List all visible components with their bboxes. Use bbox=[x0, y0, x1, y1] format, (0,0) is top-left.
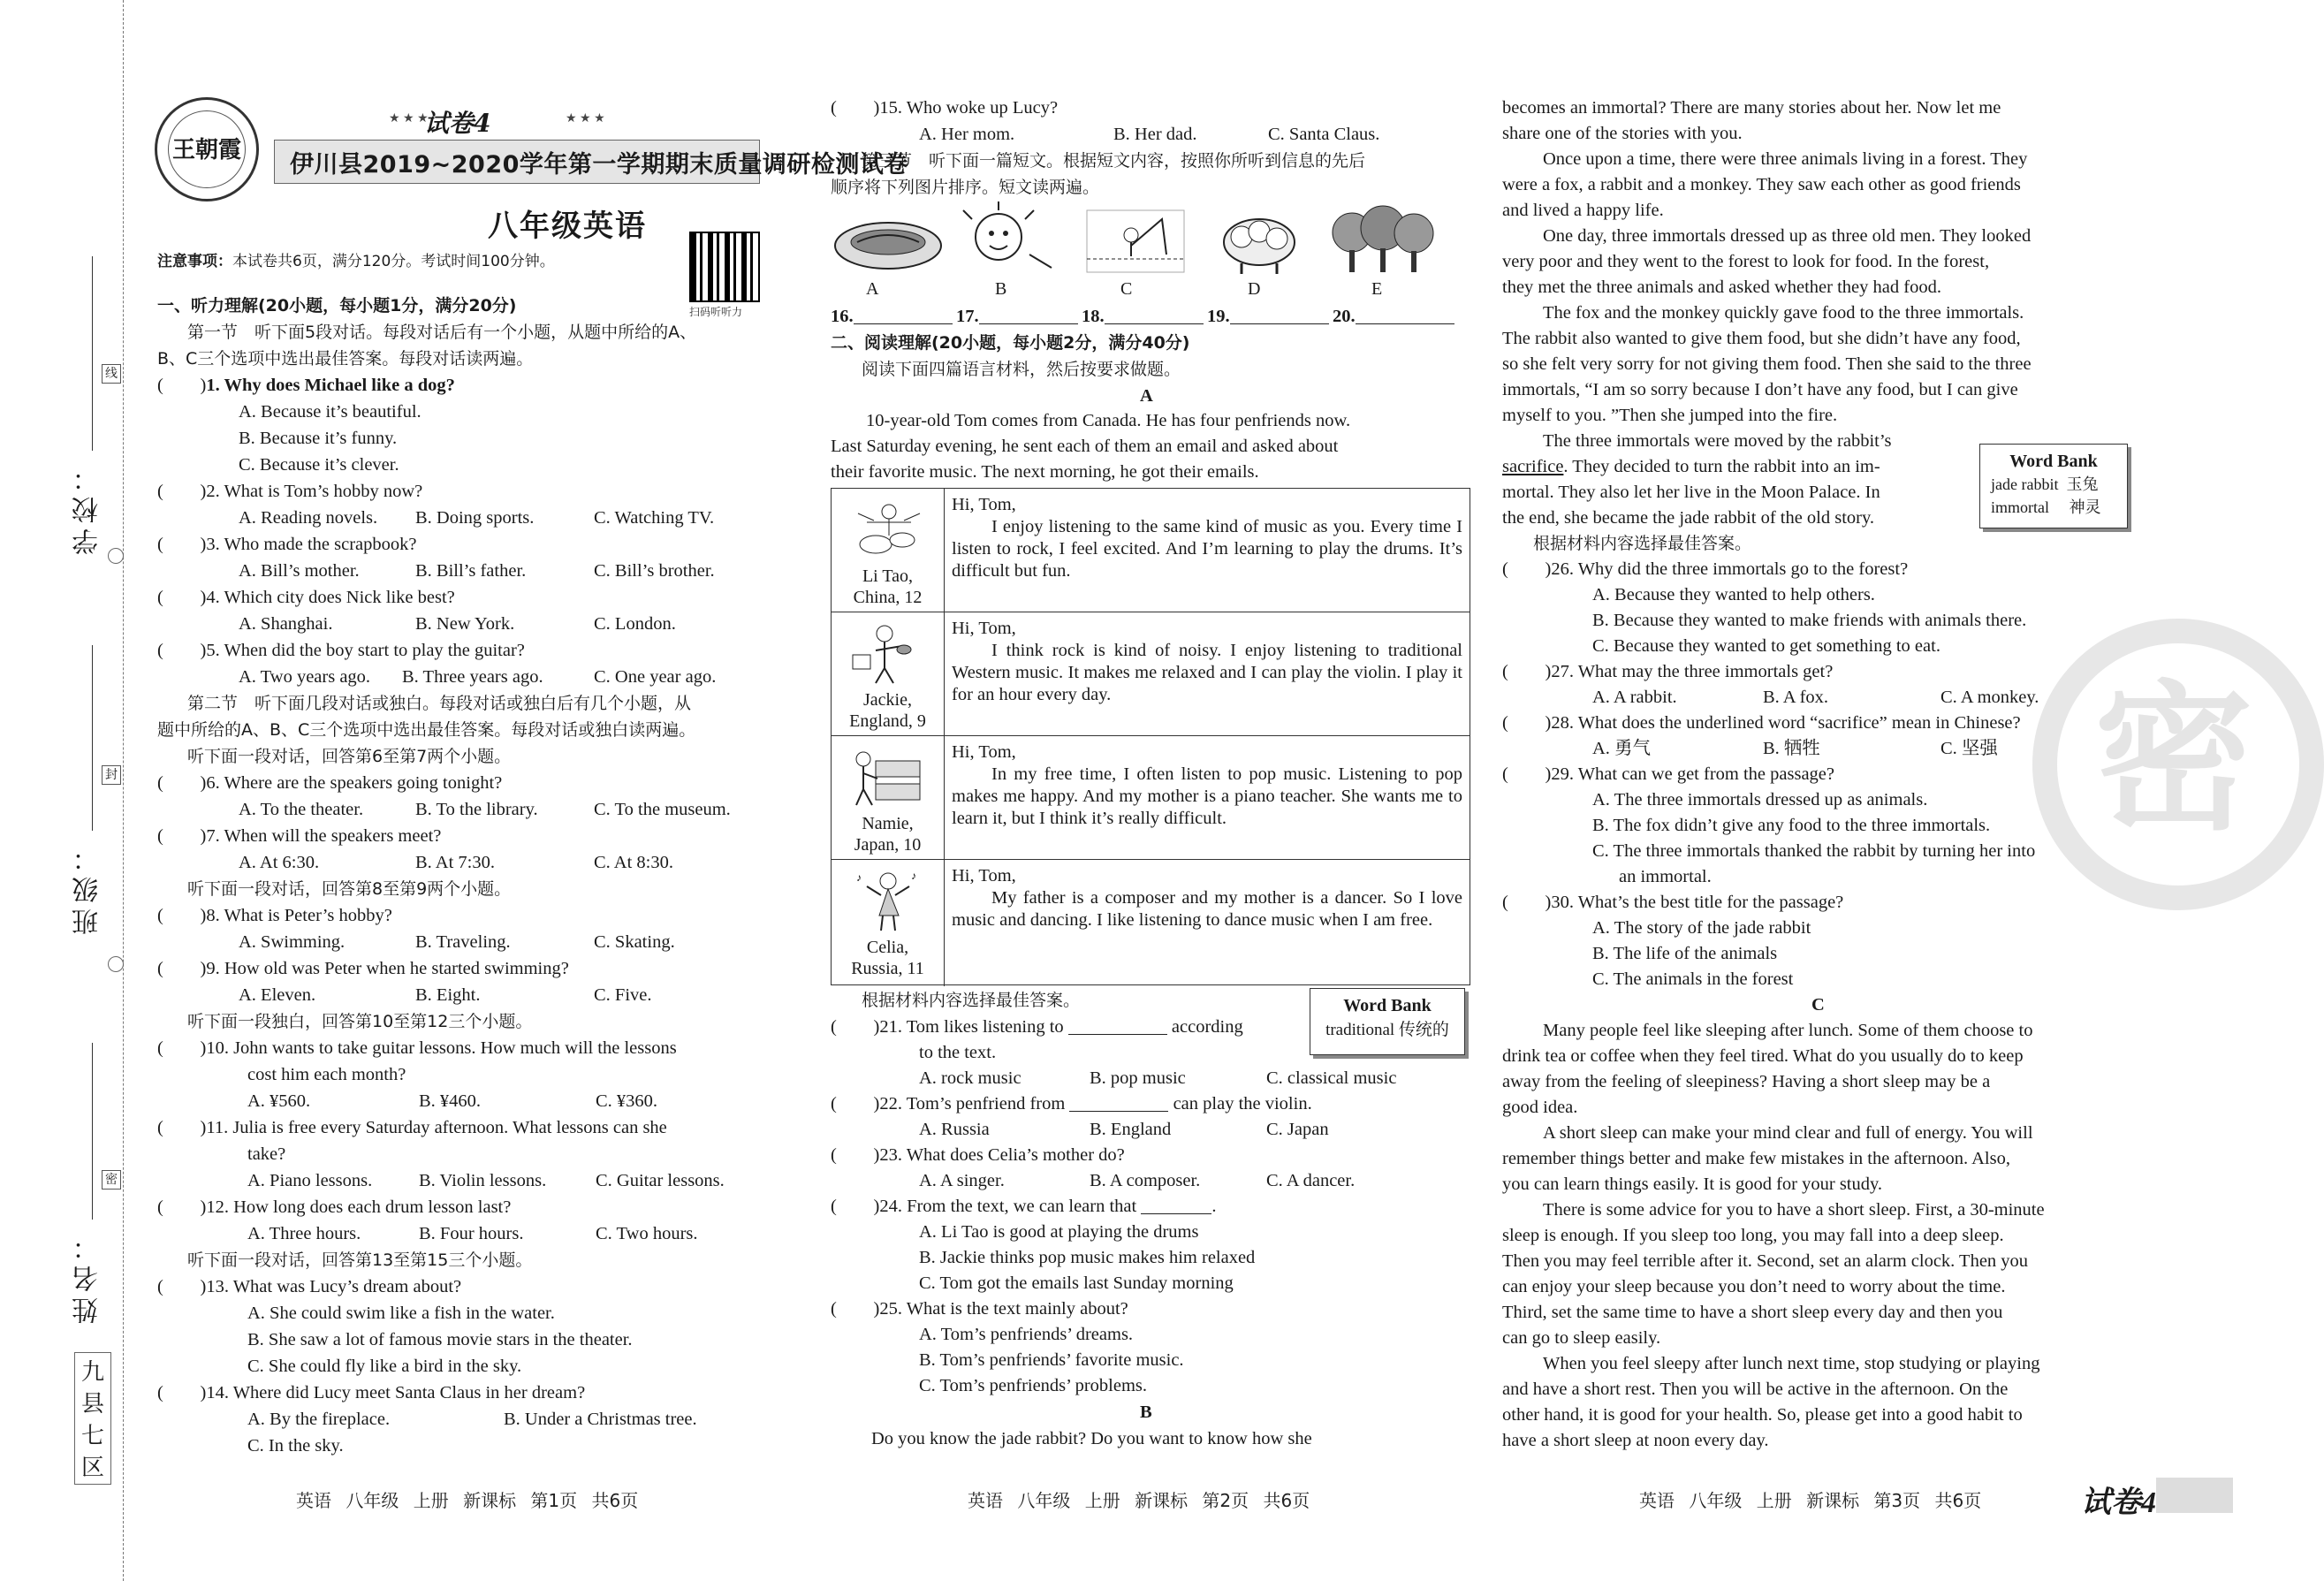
passage-c-text: Third, set the same time to have a short sleep every day and then you bbox=[1502, 1303, 2003, 1322]
option[interactable]: A. Because they wanted to help others. bbox=[1592, 585, 1875, 604]
option[interactable]: C. Tom’s penfriends’ problems. bbox=[919, 1376, 1148, 1395]
option[interactable]: B. Bill’s father. bbox=[415, 561, 527, 581]
choose-instruction: 根据材料内容选择最佳答案。 bbox=[862, 991, 1081, 1010]
option[interactable]: A. Tom’s penfriends’ dreams. bbox=[919, 1325, 1134, 1344]
option[interactable]: B. The life of the animals bbox=[1592, 944, 1778, 963]
question: 2. What is Tom’s hobby now? bbox=[206, 482, 423, 501]
picture-sheep bbox=[1206, 201, 1321, 281]
option[interactable]: C. Japan bbox=[1266, 1120, 1329, 1139]
passage-b-text: Once upon a time, there were three animals living in a forest. They bbox=[1543, 149, 2028, 169]
passage-b-text: The rabbit also wanted to give them food, but she didn’t have any food, bbox=[1502, 329, 2021, 348]
option[interactable]: B. To the library. bbox=[415, 800, 538, 819]
email-greeting: Hi, Tom, bbox=[952, 495, 1016, 514]
star-decoration: ★ ★ ★ bbox=[389, 112, 429, 125]
question: 11. Julia is free every Saturday afternoon. What lessons can she bbox=[206, 1118, 667, 1137]
word-bank-entry: jade rabbit 玉兔 bbox=[1991, 475, 2099, 493]
passage-b-text: . They decided to turn the rabbit into an im- bbox=[1563, 457, 1880, 476]
option[interactable]: B. 牺牲 bbox=[1763, 739, 1820, 758]
penfriend-origin: China, 12 bbox=[853, 588, 923, 607]
question: 13. What was Lucy’s dream about? bbox=[206, 1277, 462, 1296]
email-greeting: Hi, Tom, bbox=[952, 866, 1016, 886]
dialogue-intro: 听下面一段对话，回答第13至第15三个小题。 bbox=[187, 1250, 533, 1270]
question-cont: to the text. bbox=[919, 1043, 997, 1062]
answer-blank[interactable] bbox=[854, 307, 953, 324]
answer-blank[interactable] bbox=[1356, 307, 1454, 324]
passage-c-text: Many people feel like sleeping after lunch. Some of them choose to bbox=[1543, 1021, 2033, 1040]
word-bank-title: Word Bank bbox=[1343, 996, 1432, 1015]
question-cont: can play the violin. bbox=[1173, 1094, 1312, 1114]
email-body: I enjoy listening to the same kind of music as you. Every time I listen to rock, I feel excited. And I’m learning to play the drums. It’s difficult but fun. bbox=[952, 517, 1462, 581]
passage-b-text: One day, three immortals dressed up as three old men. They looked bbox=[1543, 226, 2032, 246]
option[interactable]: B. Because it’s funny. bbox=[239, 429, 398, 448]
penfriend-name: Namie, bbox=[862, 814, 914, 833]
school-line bbox=[92, 256, 93, 451]
question: 27. What may the three immortals get? bbox=[1551, 662, 1834, 681]
name-label: 姓名： bbox=[72, 1228, 103, 1324]
option[interactable]: A. ¥560. bbox=[247, 1091, 311, 1111]
option[interactable]: B. The fox didn’t give any food to the three immortals. bbox=[1592, 816, 1991, 835]
option[interactable]: B. Eight. bbox=[415, 985, 481, 1005]
option[interactable]: B. Tom’s penfriends’ favorite music. bbox=[919, 1350, 1184, 1370]
option[interactable]: B. Because they wanted to make friends with animals there. bbox=[1592, 611, 2027, 630]
brand-logo-text: 王朝霞 bbox=[168, 110, 246, 188]
option[interactable]: A. Li Tao is good at playing the drums bbox=[919, 1222, 1199, 1242]
option[interactable]: B. Her dad. bbox=[1113, 125, 1197, 144]
part2-instructions: 题中所给的A、B、C三个选项中选出最佳答案。每段对话或独白读两遍。 bbox=[157, 720, 696, 740]
option[interactable]: B. Doing sports. bbox=[415, 508, 535, 528]
passage-c-text: other hand, it is good for your health. So, please get into a good habit to bbox=[1502, 1405, 2023, 1425]
passage-b-text: the end, she became the jade rabbit of the old story. bbox=[1502, 508, 1875, 528]
word-bank-entry: traditional 传统的 bbox=[1325, 1021, 1449, 1039]
option[interactable]: C. 坚强 bbox=[1940, 739, 1998, 758]
option[interactable]: C. One year ago. bbox=[594, 667, 717, 687]
dialogue-intro: 听下面一段对话，回答第8至第9两个小题。 bbox=[187, 879, 512, 899]
passage-b-text: were a fox, a rabbit and a monkey. They saw each other as good friends bbox=[1502, 175, 2021, 194]
picture-label: E bbox=[1371, 279, 1383, 299]
question: 7. When will the speakers meet? bbox=[206, 826, 442, 846]
penfriend-origin: Japan, 10 bbox=[854, 835, 922, 855]
option[interactable]: C. The animals in the forest bbox=[1592, 969, 1794, 989]
page-footer: 英语 八年级 上册 新课标 第3页 共6页 bbox=[1639, 1490, 1982, 1511]
option[interactable]: A. A singer. bbox=[919, 1171, 1005, 1190]
passage-b-text: very poor and they went to the forest to look for food. In the forest, bbox=[1502, 252, 1990, 271]
passage-b-text: myself to you. ”Then she jumped into the fire. bbox=[1502, 406, 1838, 425]
passage-label: C bbox=[1811, 995, 1825, 1015]
class-line bbox=[92, 645, 93, 831]
question: 10. John wants to take guitar lessons. How much will the lessons bbox=[206, 1038, 677, 1058]
picture-label: C bbox=[1120, 279, 1133, 299]
option[interactable]: A. She could swim like a fish in the water. bbox=[247, 1304, 555, 1323]
watermark-stamp-glyph: 密 bbox=[2093, 667, 2253, 852]
qr-code[interactable] bbox=[689, 232, 760, 302]
passage-b-text: mortal. They also let her live in the Moon Palace. In bbox=[1502, 483, 1880, 502]
question-cont: according bbox=[1171, 1017, 1243, 1037]
passage-a-text: their favorite music. The next morning, he got their emails. bbox=[831, 462, 1259, 482]
seal-feng-mark: 封 bbox=[102, 765, 121, 785]
penfriend-name: Li Tao, bbox=[862, 566, 914, 586]
paper-number-footer: 试卷4 bbox=[2081, 1486, 2156, 1519]
option[interactable]: A. Three hours. bbox=[247, 1224, 361, 1243]
option[interactable]: C. Tom got the emails last Sunday morning bbox=[919, 1273, 1234, 1293]
passage-b-text: The fox and the monkey quickly gave food to the three immortals. bbox=[1543, 303, 2024, 323]
penfriend-table bbox=[831, 488, 1470, 985]
page-footer: 英语 八年级 上册 新课标 第1页 共6页 bbox=[296, 1490, 639, 1511]
passage-c-text: away from the feeling of sleepiness? Having a short sleep may be a bbox=[1502, 1072, 1991, 1091]
passage-c-text: you can learn things easily. It is good for your study. bbox=[1502, 1174, 1883, 1194]
option[interactable]: A. Shanghai. bbox=[239, 614, 333, 634]
picture-fishing bbox=[1078, 201, 1193, 281]
word-bank-title: Word Bank bbox=[2009, 452, 2098, 471]
paper-number: 试卷4 bbox=[424, 109, 491, 138]
question: 25. What is the text mainly about? bbox=[879, 1299, 1128, 1319]
option[interactable]: B. Violin lessons. bbox=[419, 1171, 547, 1190]
name-line bbox=[92, 1043, 93, 1220]
school-label: 学校： bbox=[72, 460, 103, 555]
option[interactable]: B. ¥460. bbox=[419, 1091, 482, 1111]
passage-c-text: drink tea or coffee when they feel tired. What do you usually do to keep bbox=[1502, 1046, 2024, 1066]
picture-label: B bbox=[995, 279, 1007, 299]
option[interactable]: B. Jackie thinks pop music makes him relaxed bbox=[919, 1248, 1256, 1267]
binding-hole bbox=[108, 548, 124, 564]
passage-c-text: A short sleep can make your mind clear and full of energy. You will bbox=[1543, 1123, 2033, 1143]
passage-a-text: 10-year-old Tom comes from Canada. He has four penfriends now. bbox=[866, 411, 1351, 430]
question: 8. What is Peter’s hobby? bbox=[206, 906, 392, 925]
option[interactable]: C. ¥360. bbox=[596, 1091, 658, 1111]
passage-c-text: Then you may feel terrible after it. Second, set an alarm clock. Then you bbox=[1502, 1251, 2029, 1271]
email-body: In my free time, I often listen to pop music. Listening to pop makes me happy. And my mother is a piano teacher. She wants me to learn it, but I think it’s really difficult. bbox=[952, 764, 1462, 828]
option[interactable]: C. Two hours. bbox=[596, 1224, 698, 1243]
passage-c-text: remember things better and make few mistakes in the afternoon. Also, bbox=[1502, 1149, 2010, 1168]
answer-number: 17. bbox=[956, 307, 979, 326]
option[interactable]: C. Guitar lessons. bbox=[596, 1171, 725, 1190]
passage-c-text: can go to sleep easily. bbox=[1502, 1328, 1661, 1348]
table-row bbox=[832, 736, 1470, 860]
option[interactable]: C. Because it’s clever. bbox=[239, 455, 399, 475]
picture-sun-cartoon bbox=[954, 201, 1069, 281]
email-body: I think rock is kind of noisy. I enjoy listening to traditional Western music. It makes me relaxed and I can play the violin. I play it for an hour every day. bbox=[952, 641, 1462, 704]
option[interactable]: B. England bbox=[1090, 1120, 1172, 1139]
question: 22. Tom’s penfriend from bbox=[879, 1094, 1066, 1114]
picture-label: D bbox=[1248, 279, 1261, 299]
option[interactable]: A. Swimming. bbox=[239, 932, 346, 952]
word-bank-entry: immortal 神灵 bbox=[1991, 498, 2101, 516]
monologue-intro: 听下面一段独白，回答第10至第12三个小题。 bbox=[187, 1012, 533, 1031]
svg-text:♪: ♪ bbox=[856, 871, 862, 884]
footer-bar bbox=[2156, 1478, 2233, 1513]
part1-instructions: 第一节 听下面5段对话。每段对话后有一个小题，从题中所给的A、 bbox=[187, 323, 697, 342]
passage-b-text: immortals, “I am so sorry because I don’t have any food, but I can give bbox=[1502, 380, 2018, 399]
passage-c-text: When you feel sleepy after lunch next time, stop studying or playing bbox=[1543, 1354, 2040, 1373]
option[interactable]: C. To the museum. bbox=[594, 800, 731, 819]
question-cont: take? bbox=[247, 1144, 286, 1164]
binding-hole bbox=[108, 956, 124, 972]
option[interactable]: B. She saw a lot of famous movie stars in the theater. bbox=[247, 1330, 633, 1349]
notice-text: 本试卷共6页，满分120分。考试时间100分钟。 bbox=[232, 253, 555, 270]
option[interactable]: C. Because they wanted to get something to eat. bbox=[1592, 636, 1940, 656]
penfriend-origin: England, 9 bbox=[849, 711, 926, 731]
svg-text:♪: ♪ bbox=[911, 870, 916, 882]
penfriend-origin: Russia, 11 bbox=[851, 959, 924, 978]
option[interactable]: A. Reading novels. bbox=[239, 508, 378, 528]
answer-number: 18. bbox=[1082, 307, 1105, 326]
option[interactable]: A. By the fireplace. bbox=[247, 1410, 391, 1429]
option[interactable]: B. At 7:30. bbox=[415, 853, 495, 872]
answer-blank[interactable] bbox=[1105, 307, 1204, 324]
option[interactable]: B. A fox. bbox=[1763, 688, 1829, 707]
option[interactable]: A. Her mom. bbox=[919, 125, 1015, 144]
picture-trees bbox=[1325, 201, 1440, 281]
option[interactable]: C. Five. bbox=[594, 985, 652, 1005]
option[interactable]: A. Because it’s beautiful. bbox=[239, 402, 422, 422]
option[interactable]: A. rock music bbox=[919, 1068, 1021, 1088]
subject-title: 八年级英语 bbox=[488, 209, 647, 244]
table-row bbox=[832, 860, 1470, 986]
option[interactable]: C. She could fly like a bird in the sky. bbox=[247, 1357, 522, 1376]
option[interactable]: B. Under a Christmas tree. bbox=[504, 1410, 697, 1429]
section-reading-title: 二、阅读理解(20小题，每小题2分，满分40分) bbox=[831, 333, 1190, 353]
answer-number: 16. bbox=[831, 307, 854, 326]
dancer-icon bbox=[849, 867, 925, 934]
option[interactable]: C. Santa Claus. bbox=[1268, 125, 1380, 144]
drums-icon bbox=[849, 496, 925, 563]
passage-b-text: and lived a happy life. bbox=[1502, 201, 1664, 220]
penfriend-name: Celia, bbox=[866, 938, 909, 957]
violin-icon bbox=[849, 619, 925, 687]
passage-a-text: Last Saturday evening, he sent each of them an email and asked about bbox=[831, 437, 1339, 456]
option[interactable]: C. Bill’s brother. bbox=[594, 561, 715, 581]
option[interactable]: B. Four hours. bbox=[419, 1224, 524, 1243]
part2-instructions: 第二节 听下面几段对话或独白。每段对话或独白后有几个小题，从 bbox=[187, 694, 692, 713]
passage-b-text: becomes an immortal? There are many stories about her. Now let me bbox=[1502, 98, 2001, 118]
option[interactable]: B. Three years ago. bbox=[402, 667, 543, 687]
part3-instructions: 顺序将下列图片排序。短文读两遍。 bbox=[831, 178, 1100, 197]
question: 12. How long does each drum lesson last? bbox=[206, 1197, 512, 1217]
option[interactable]: C. A monkey. bbox=[1940, 688, 2039, 707]
question: 26. Why did the three immortals go to the forest? bbox=[1551, 559, 1909, 579]
option-cont: an immortal. bbox=[1619, 867, 1712, 886]
part3-instructions: 第三节 听下面一篇短文。根据短文内容，按照你所听到信息的先后 bbox=[862, 151, 1366, 171]
region-box: 九县七区 bbox=[74, 1352, 111, 1485]
question: 4. Which city does Nick like best? bbox=[206, 588, 455, 607]
passage-b-text: The three immortals were moved by the rabbit’s bbox=[1543, 431, 1892, 451]
page-footer: 英语 八年级 上册 新课标 第2页 共6页 bbox=[968, 1490, 1310, 1511]
question: 28. What does the underlined word “sacrifice” mean in Chinese? bbox=[1551, 713, 2021, 733]
answer-blank[interactable] bbox=[979, 307, 1078, 324]
option[interactable]: B. Traveling. bbox=[415, 932, 511, 952]
seal-line-mark: 线 bbox=[102, 364, 121, 384]
answer-blank[interactable] bbox=[1230, 307, 1329, 324]
dialogue-intro: 听下面一段对话，回答第6至第7两个小题。 bbox=[187, 747, 512, 766]
option[interactable]: C. Skating. bbox=[594, 932, 675, 952]
passage-b-text: Do you know the jade rabbit? Do you want to know how she bbox=[871, 1429, 1312, 1448]
section-listening-title: 一、听力理解(20小题，每小题1分，满分20分) bbox=[157, 296, 517, 315]
question: 5. When did the boy start to play the guitar? bbox=[206, 641, 525, 660]
question: 6. Where are the speakers going tonight? bbox=[206, 773, 503, 793]
notice-label: 注意事项： bbox=[157, 253, 232, 270]
option[interactable]: B. New York. bbox=[415, 614, 515, 634]
passage-label: A bbox=[1140, 386, 1153, 406]
option[interactable]: C. London. bbox=[594, 614, 676, 634]
passage-c-text: have a short sleep at noon every day. bbox=[1502, 1431, 1769, 1450]
option[interactable]: A. Piano lessons. bbox=[247, 1171, 373, 1190]
passage-b-text: share one of the stories with you. bbox=[1502, 124, 1743, 143]
option[interactable]: A. The three immortals dressed up as animals. bbox=[1592, 790, 1928, 810]
penfriend-name: Jackie, bbox=[863, 690, 912, 710]
question-cont: cost him each month? bbox=[247, 1065, 406, 1084]
question: 23. What does Celia’s mother do? bbox=[879, 1145, 1125, 1165]
option[interactable]: A. At 6:30. bbox=[239, 853, 320, 872]
option[interactable]: B. pop music bbox=[1090, 1068, 1186, 1088]
answer-blank[interactable] bbox=[1141, 1197, 1211, 1214]
passage-b-text: so she felt very sorry for not giving them food. Then she said to the three bbox=[1502, 354, 2032, 374]
underlined-word: sacrifice bbox=[1502, 457, 1564, 476]
star-decoration: ★ ★ ★ bbox=[566, 112, 605, 125]
answer-blank[interactable] bbox=[1068, 1017, 1167, 1035]
reading-intro: 阅读下面四篇语言材料，然后按要求做题。 bbox=[862, 360, 1181, 379]
option[interactable]: C. At 8:30. bbox=[594, 853, 673, 872]
passage-c-text: and have a short rest. Then you will be active in the afternoon. On the bbox=[1502, 1380, 2009, 1399]
option[interactable]: A. The story of the jade rabbit bbox=[1592, 918, 1811, 938]
passage-label: B bbox=[1140, 1402, 1152, 1422]
exam-title: 伊川县2019~2020学年第一学期期末质量调研检测试卷 bbox=[290, 151, 908, 179]
passage-c-text: sleep is enough. If you sleep too long, you may fall into a deep sleep. bbox=[1502, 1226, 2004, 1245]
question: 30. What’s the best title for the passage? bbox=[1551, 893, 1844, 912]
option[interactable]: A. 勇气 bbox=[1592, 739, 1652, 758]
option[interactable]: C. classical music bbox=[1266, 1068, 1397, 1088]
word-bank-b bbox=[1979, 444, 2128, 528]
question: 3. Who made the scrapbook? bbox=[206, 535, 417, 554]
question: 9. How old was Peter when he started swimming? bbox=[206, 959, 569, 978]
option[interactable]: A. Two years ago. bbox=[239, 667, 371, 687]
question: 1. Why does Michael like a dog? bbox=[206, 376, 455, 395]
class-label: 班级： bbox=[72, 840, 103, 935]
question: 29. What can we get from the passage? bbox=[1551, 764, 1834, 784]
piano-icon bbox=[849, 743, 925, 810]
email-greeting: Hi, Tom, bbox=[952, 742, 1016, 762]
option[interactable]: C. A dancer. bbox=[1266, 1171, 1356, 1190]
answer-number: 19. bbox=[1207, 307, 1230, 326]
option[interactable]: C. Watching TV. bbox=[594, 508, 715, 528]
option[interactable]: A. Bill’s mother. bbox=[239, 561, 360, 581]
email-body: My father is a composer and my mother is a dancer. So I love music and dancing. I like listening to dance music when I am free. bbox=[952, 888, 1462, 930]
qr-label: 扫码听听力 bbox=[689, 306, 743, 318]
option[interactable]: A. Russia bbox=[919, 1120, 990, 1139]
option[interactable]: A. A rabbit. bbox=[1592, 688, 1677, 707]
part1-instructions: B、C三个选项中选出最佳答案。每段对话读两遍。 bbox=[157, 349, 534, 369]
option[interactable]: B. A composer. bbox=[1090, 1171, 1201, 1190]
option[interactable]: A. Eleven. bbox=[239, 985, 316, 1005]
option[interactable]: A. To the theater. bbox=[239, 800, 364, 819]
question: 14. Where did Lucy meet Santa Claus in her dream? bbox=[206, 1383, 586, 1402]
word-bank-a bbox=[1310, 988, 1465, 1055]
picture-label: A bbox=[866, 279, 879, 299]
choose-instruction: 根据材料内容选择最佳答案。 bbox=[1533, 534, 1752, 553]
binding-gutter bbox=[0, 0, 124, 1581]
table-row bbox=[832, 612, 1470, 736]
passage-c-text: can enjoy your sleep because you don’t need to worry about the time. bbox=[1502, 1277, 2006, 1296]
question: 24. From the text, we can learn that bbox=[879, 1197, 1137, 1216]
answer-number: 20. bbox=[1333, 307, 1356, 326]
email-greeting: Hi, Tom, bbox=[952, 619, 1016, 638]
answer-blank[interactable] bbox=[1069, 1094, 1168, 1112]
passage-c-text: There is some advice for you to have a short sleep. First, a 30-minute bbox=[1543, 1200, 2045, 1220]
question: 21. Tom likes listening to bbox=[879, 1017, 1064, 1037]
passage-c-text: good idea. bbox=[1502, 1098, 1578, 1117]
seal-mi-mark: 密 bbox=[102, 1170, 121, 1190]
table-row bbox=[832, 489, 1470, 612]
option[interactable]: C. In the sky. bbox=[247, 1436, 344, 1456]
passage-b-text: they met the three animals and asked whether they had food. bbox=[1502, 277, 1941, 297]
question: 15. Who woke up Lucy? bbox=[879, 98, 1059, 118]
option[interactable]: C. The three immortals thanked the rabbit by turning her into bbox=[1592, 841, 2036, 861]
picture-food-plate bbox=[831, 201, 946, 281]
